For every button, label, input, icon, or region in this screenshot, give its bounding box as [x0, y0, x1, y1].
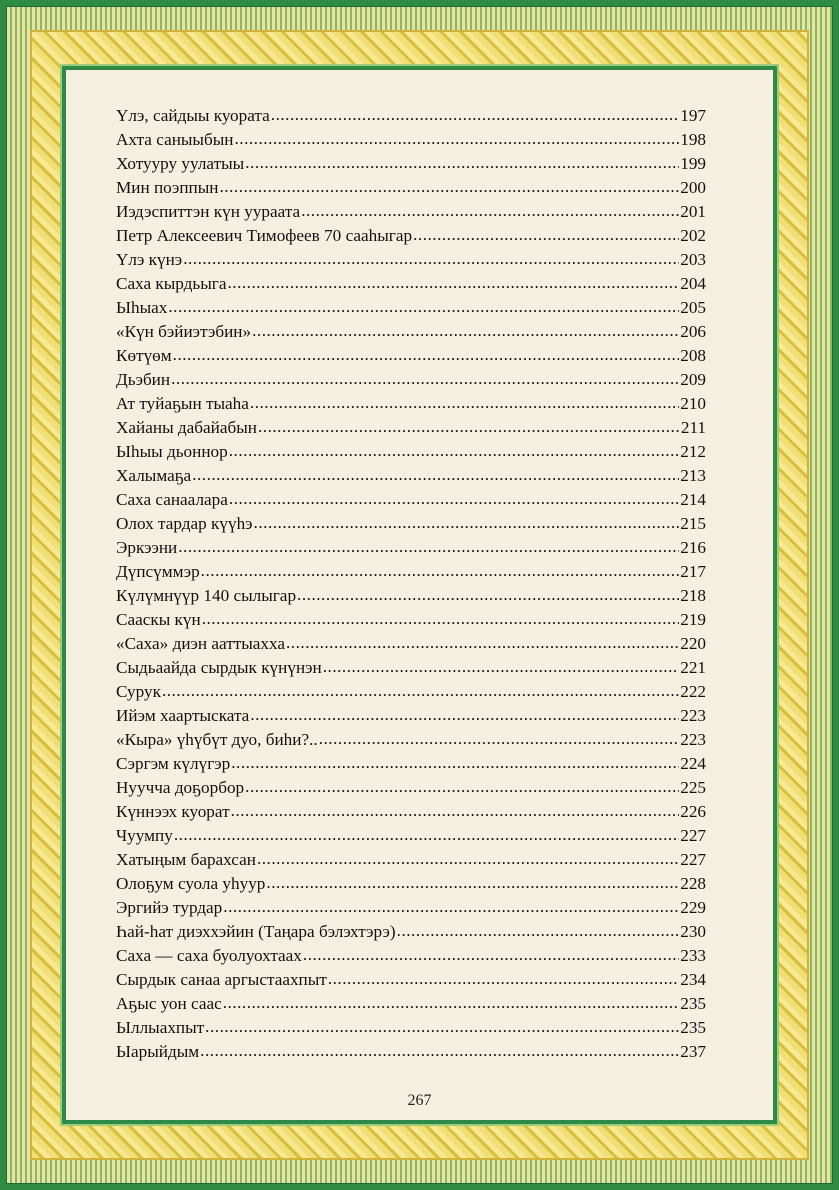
toc-entry: [116, 416, 706, 440]
toc-entry: [116, 512, 706, 536]
toc-entry: [116, 704, 706, 728]
toc-entry-title: «Саха» диэн ааттыахха: [116, 634, 285, 654]
toc-entry: [116, 872, 706, 896]
toc-entry-title: Сурук: [116, 682, 161, 702]
toc-entry: [116, 440, 706, 464]
toc-entry-page: 200: [680, 178, 706, 198]
toc-leader-dots: [173, 344, 680, 361]
toc-entry-title: Сырдык санаа аргыстаахпыт: [116, 970, 327, 990]
toc-entry-page: 233: [680, 946, 706, 966]
toc-entry-title: Хатыңым барахсан: [116, 850, 256, 870]
toc-entry: [116, 104, 706, 128]
toc-entry-page: 226: [680, 802, 706, 822]
toc-entry-title: Саха кырдьыга: [116, 274, 227, 294]
toc-entry: [116, 296, 706, 320]
toc-entry: [116, 800, 706, 824]
toc-leader-dots: [162, 680, 679, 697]
toc-entry: [116, 464, 706, 488]
toc-leader-dots: [231, 752, 679, 769]
toc-leader-dots: [171, 368, 679, 385]
document-page: [70, 74, 769, 1116]
toc-entry: [116, 392, 706, 416]
toc-leader-dots: [257, 848, 679, 865]
toc-entry-page: 228: [680, 874, 706, 894]
toc-entry-page: 224: [680, 754, 706, 774]
toc-leader-dots: [258, 416, 680, 433]
toc-entry: [116, 1016, 706, 1040]
toc-leader-dots: [223, 992, 680, 1009]
toc-entry-page: 208: [680, 346, 706, 366]
toc-entry-page: 221: [680, 658, 706, 678]
toc-entry: [116, 896, 706, 920]
toc-entry: [116, 632, 706, 656]
toc-entry-title: Ыһыы дьоннор: [116, 442, 228, 462]
toc-entry: [116, 536, 706, 560]
toc-leader-dots: [254, 512, 680, 529]
toc-entry: [116, 560, 706, 584]
toc-entry: [116, 920, 706, 944]
toc-entry-page: 229: [680, 898, 706, 918]
toc-entry-page: 209: [680, 370, 706, 390]
toc-leader-dots: [413, 224, 679, 241]
toc-entry: [116, 248, 706, 272]
toc-entry-title: Олоҕум суола уһуур: [116, 874, 266, 894]
toc-entry-page: 198: [680, 130, 706, 150]
toc-entry-title: «Кыра» үһүбүт дуо, биһи?..: [116, 730, 318, 750]
toc-entry-page: 227: [680, 850, 706, 870]
toc-leader-dots: [174, 824, 679, 841]
toc-entry: [116, 944, 706, 968]
toc-entry-page: 216: [680, 538, 706, 558]
toc-entry: [116, 992, 706, 1016]
toc-leader-dots: [271, 104, 679, 121]
toc-entry-title: Ат туйаҕын тыаһа: [116, 394, 249, 414]
toc-leader-dots: [223, 896, 679, 913]
toc-entry-title: Олох тардар күүһэ: [116, 514, 253, 534]
toc-entry-page: 225: [680, 778, 706, 798]
toc-entry-page: 205: [680, 298, 706, 318]
toc-leader-dots: [220, 176, 680, 193]
toc-leader-dots: [397, 920, 680, 937]
toc-entry-title: Үлэ, сайдыы куората: [116, 106, 270, 126]
toc-entry-page: 237: [680, 1042, 706, 1062]
toc-entry-title: Күлүмнүүр 140 сылыгар: [116, 586, 297, 606]
toc-entry-page: 212: [680, 442, 706, 462]
toc-entry-page: 217: [680, 562, 706, 582]
toc-leader-dots: [205, 1016, 679, 1033]
page-number: 267: [407, 1092, 432, 1109]
toc-entry: [116, 824, 706, 848]
toc-leader-dots: [178, 536, 679, 553]
toc-entry-page: 202: [680, 226, 706, 246]
toc-entry-page: 204: [680, 274, 706, 294]
toc-entry: [116, 368, 706, 392]
toc-leader-dots: [168, 296, 679, 313]
toc-entry-page: 214: [680, 490, 706, 510]
toc-leader-dots: [245, 776, 679, 793]
toc-entry: [116, 320, 706, 344]
toc-entry-page: 219: [680, 610, 706, 630]
toc-entry-title: Чуумпу: [116, 826, 173, 846]
toc-entry-page: 222: [680, 682, 706, 702]
toc-entry: [116, 608, 706, 632]
toc-entry-title: Иэдэспиттэн күн уураата: [116, 202, 301, 222]
toc-leader-dots: [202, 608, 680, 625]
toc-leader-dots: [252, 320, 679, 337]
toc-entry-page: 218: [680, 586, 706, 606]
toc-entry: [116, 656, 706, 680]
toc-entry-page: 230: [680, 922, 706, 942]
toc-leader-dots: [227, 272, 679, 289]
toc-entry-page: 235: [680, 994, 706, 1014]
toc-leader-dots: [301, 200, 679, 217]
toc-entry: [116, 128, 706, 152]
toc-entry-title: Ийэм хаартыската: [116, 706, 250, 726]
toc-entry-title: Ыһыах: [116, 298, 168, 318]
toc-entry: [116, 968, 706, 992]
toc-entry: [116, 272, 706, 296]
toc-leader-dots: [323, 656, 680, 673]
toc-entry-title: Ыллыахпыт: [116, 1018, 205, 1038]
toc-entry: [116, 224, 706, 248]
toc-entry-title: Эргийэ турдар: [116, 898, 223, 918]
toc-entry-title: Ахта саныыбын: [116, 130, 234, 150]
toc-entry: [116, 848, 706, 872]
toc-entry-title: Һай-һат диэххэйин (Таңара бэлэхтэрэ): [116, 922, 396, 942]
toc-entry-title: Хайаны дабайабын: [116, 418, 257, 438]
toc-entry-title: Сааскы күн: [116, 610, 201, 630]
toc-entry: [116, 1040, 706, 1064]
toc-leader-dots: [250, 704, 679, 721]
toc-entry-page: 223: [680, 730, 706, 750]
toc-leader-dots: [266, 872, 679, 889]
toc-entry: [116, 584, 706, 608]
toc-entry-title: Ыарыйдым: [116, 1042, 200, 1062]
toc-entry-page: 199: [680, 154, 706, 174]
toc-entry-page: 211: [680, 418, 706, 438]
toc-leader-dots: [201, 560, 680, 577]
toc-entry: [116, 200, 706, 224]
toc-entry-page: 213: [680, 466, 706, 486]
toc-entry: [116, 680, 706, 704]
toc-leader-dots: [229, 440, 679, 457]
toc-entry-title: Сыдьаайда сырдык күнүнэн: [116, 658, 322, 678]
toc-entry: [116, 176, 706, 200]
toc-entry-page: 223: [680, 706, 706, 726]
toc-entry-title: Көтүөм: [116, 346, 172, 366]
toc-entry-title: Халымаҕа: [116, 466, 192, 486]
toc-entry: [116, 776, 706, 800]
toc-leader-dots: [245, 152, 679, 169]
toc-leader-dots: [328, 968, 679, 985]
toc-entry-page: 227: [680, 826, 706, 846]
toc-entry: [116, 728, 706, 752]
toc-leader-dots: [192, 464, 679, 481]
toc-entry-page: 235: [680, 1018, 706, 1038]
toc-entry-page: 197: [680, 106, 706, 126]
toc-leader-dots: [234, 128, 679, 145]
toc-entry-title: Аҕыс уон саас: [116, 994, 222, 1014]
toc-leader-dots: [200, 1040, 679, 1057]
toc-entry-title: Сэргэм күлүгэр: [116, 754, 231, 774]
toc-entry-page: 215: [680, 514, 706, 534]
toc-leader-dots: [286, 632, 679, 649]
toc-entry-title: Күннээх куорат: [116, 802, 230, 822]
toc-entry-page: 234: [680, 970, 706, 990]
toc-entry-title: Петр Алексеевич Тимофеев 70 сааһыгар: [116, 226, 413, 246]
toc-entry-page: 220: [680, 634, 706, 654]
toc-entry-title: Мин поэппын: [116, 178, 219, 198]
toc-entry-title: Саха санаалара: [116, 490, 228, 510]
toc-leader-dots: [250, 392, 679, 409]
toc-leader-dots: [231, 800, 680, 817]
toc-leader-dots: [183, 248, 679, 265]
toc-entry-page: 203: [680, 250, 706, 270]
toc-entry: [116, 752, 706, 776]
toc-entry: [116, 152, 706, 176]
toc-entry-title: Дүпсүммэр: [116, 562, 200, 582]
toc-entry: [116, 488, 706, 512]
toc-entry-title: Нуучча доҕорбор: [116, 778, 245, 798]
toc-entry-page: 206: [680, 322, 706, 342]
toc-entry-title: Эркээни: [116, 538, 178, 558]
toc-entry-page: 201: [680, 202, 706, 222]
toc-entry-title: Хотууру уулатыы: [116, 154, 245, 174]
toc-entry-title: Дьэбин: [116, 370, 171, 390]
toc-entry-title: Саха — саха буолуохтаах: [116, 946, 302, 966]
toc-entry-title: «Күн бэйиэтэбин»: [116, 322, 252, 342]
toc-leader-dots: [303, 944, 679, 961]
toc-leader-dots: [297, 584, 679, 601]
toc-entry-page: 210: [680, 394, 706, 414]
toc-leader-dots: [229, 488, 679, 505]
table-of-contents: [116, 104, 706, 1064]
toc-entry-title: Үлэ күнэ: [116, 250, 183, 270]
toc-entry: [116, 344, 706, 368]
toc-leader-dots: [319, 728, 680, 745]
